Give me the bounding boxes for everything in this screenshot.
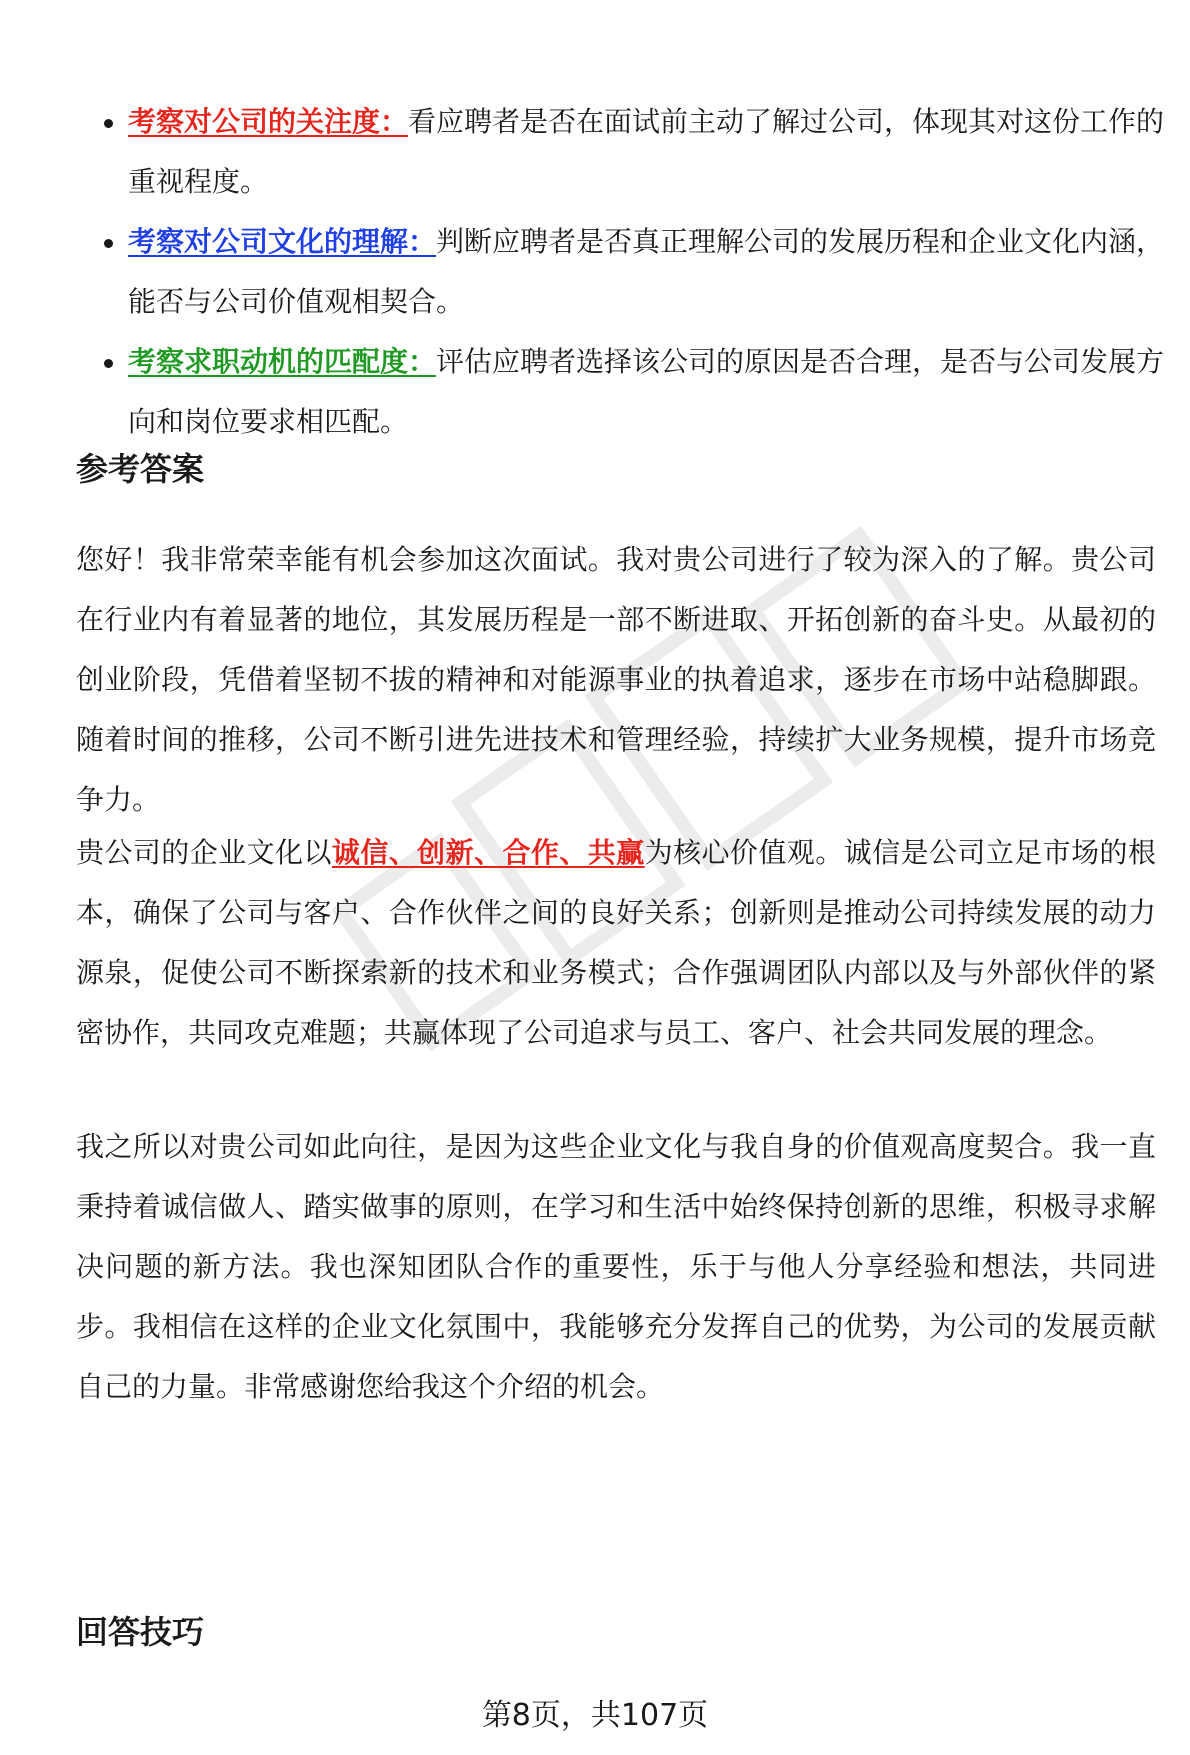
- answer-paragraph-1: 您好！我非常荣幸能有机会参加这次面试。我对贵公司进行了较为深入的了解。贵公司在行业内有着显著的地位，其发展历程是一部不断进取、开拓创新的奋斗史。从最初的创业阶段，凭借着坚韧不拔的精神和对能源事业的执着追求，逐步在市场中站稳脚跟。随着时间的推移，公司不断引进先进技术和管理经验，持续扩大业务规模，提升市场竞争力。: [76, 543, 1156, 816]
- page-number: 第8页，共107页: [481, 1698, 709, 1733]
- answer-paragraph-3: 我之所以对贵公司如此向往，是因为这些企业文化与我自身的价值观高度契合。我一直秉持着诚信做人、踏实做事的原则，在学习和生活中始终保持创新的思维，积极寻求解决问题的新方法。我也深知团队合作的重要性，乐于与他人分享经验和想法，共同进步。我相信在这样的企业文化氛围中，我能够充分发挥自己的优势，为公司的发展贡献自己的力量。非常感谢您给我这个介绍的机会。: [76, 1130, 1156, 1403]
- section-title-tips: 回答技巧: [76, 1613, 205, 1651]
- bullet-text: 判断应聘者是否真正理解公司的发展历程和企业文化内涵，能否与公司价值观相契合。: [128, 225, 1165, 318]
- para2-prefix: 贵公司的企业文化以: [76, 836, 332, 869]
- bullet-dot: [104, 239, 113, 248]
- bullet-dot: [104, 119, 113, 128]
- bullet-text: 看应聘者是否在面试前主动了解过公司，体现其对这份工作的重视程度。: [128, 105, 1165, 198]
- bullet-dot: [104, 359, 113, 368]
- bullet-item-motivation: [76, 332, 1166, 452]
- bullet-list: [76, 92, 1166, 452]
- bullet-text: 评估应聘者选择该公司的原因是否合理，是否与公司发展方向和岗位要求相匹配。: [128, 345, 1165, 438]
- bullet-item-attention: [76, 92, 1166, 212]
- bullet-keyword: 考察求职动机的匹配度：: [128, 345, 437, 378]
- para2-suffix: 为核心价值观。诚信是公司立足市场的根本，确保了公司与客户、合作伙伴之间的良好关系；创新则是推动公司持续发展的动力源泉，促使公司不断探索新的技术和业务模式；合作强调团队内部以及与外部伙伴的紧密协作，共同攻克难题；共赢体现了公司追求与员工、客户、社会共同发展的理念。: [76, 836, 1156, 1049]
- bullet-item-culture: [76, 212, 1166, 332]
- core-values-highlight: 诚信、创新、合作、共赢: [331, 836, 645, 869]
- answer-paragraph-2: [76, 823, 1156, 1063]
- bullet-keyword: 考察对公司文化的理解：: [128, 225, 437, 258]
- bullet-keyword: 考察对公司的关注度：: [128, 105, 409, 138]
- section-title-reference-answer: 参考答案: [76, 450, 205, 488]
